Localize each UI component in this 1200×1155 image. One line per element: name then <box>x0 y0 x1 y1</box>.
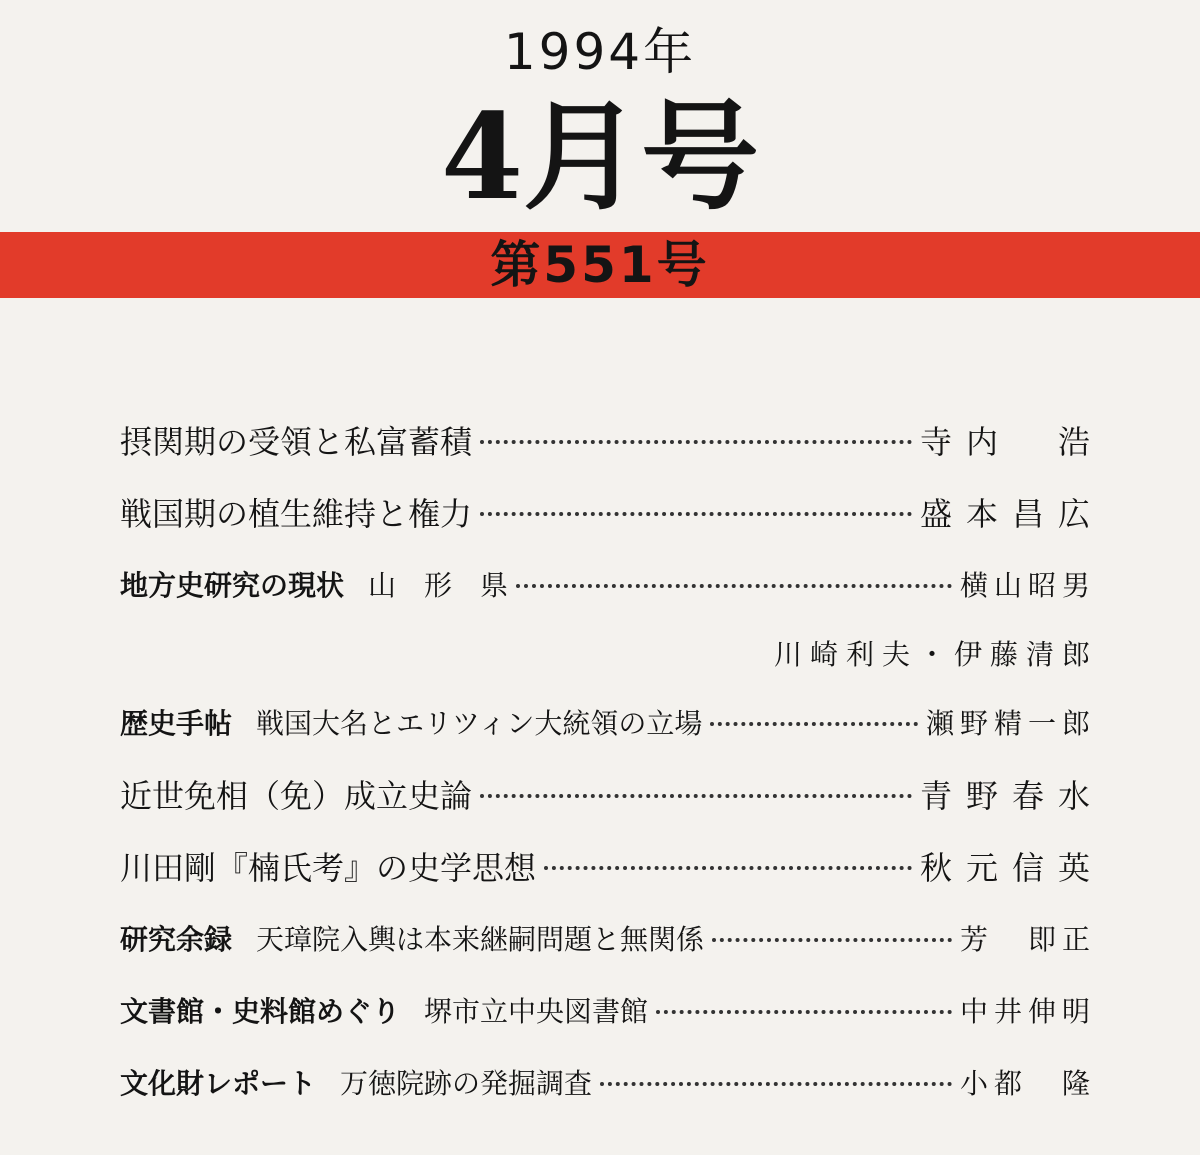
dot-leader <box>544 866 912 870</box>
issue-month: 4月号 <box>440 87 760 226</box>
toc-entry-author: 横山昭男 <box>959 569 1096 602</box>
toc-entry-title: 摂関期の受領と私富蓄積 <box>120 423 473 461</box>
dot-leader <box>516 584 952 588</box>
toc-entry-coauthors-text: 川崎利夫・伊藤清郎 <box>773 638 1098 671</box>
toc-entry-title: 山 形 県 <box>368 569 509 602</box>
toc-entry-title: 戦国期の植生維持と権力 <box>120 495 473 533</box>
issue-band <box>0 232 1200 298</box>
toc-entry[interactable] <box>120 974 1096 1046</box>
toc-entry-author: 芳 即正 <box>959 923 1096 956</box>
toc-entry-title: 天璋院入輿は本来継嗣問題と無関係 <box>256 923 705 956</box>
toc-entry-author: 中井伸明 <box>959 995 1096 1028</box>
toc-entry-author: 小都 隆 <box>959 1067 1096 1100</box>
toc-entry-title: 川田剛『楠氏考』の史学思想 <box>120 849 537 887</box>
issue-number: 第551号 <box>490 236 710 294</box>
toc-entry-title: 堺市立中央図書館 <box>424 995 649 1028</box>
toc-entry-title: 近世免相（免）成立史論 <box>120 777 473 815</box>
toc-entry[interactable] <box>120 476 1104 548</box>
toc-entry-title: 戦国大名とエリツィン大統領の立場 <box>256 707 703 740</box>
toc-entry-title: 万徳院跡の発掘調査 <box>340 1067 593 1100</box>
toc-entry-author: 秋元信英 <box>919 849 1104 887</box>
toc-section-label: 文化財レポート <box>120 1067 317 1100</box>
toc-section-label: 文書館・史料館めぐり <box>120 995 401 1028</box>
toc-entry-author: 青野春水 <box>919 777 1104 815</box>
toc-entry[interactable] <box>120 548 1096 620</box>
issue-year: 1994年 <box>503 23 697 81</box>
dot-leader <box>480 512 912 516</box>
dot-leader <box>656 1010 952 1014</box>
toc-entry-coauthors <box>120 620 1098 686</box>
table-of-contents <box>120 404 1104 1118</box>
toc-entry-author: 瀬野精一郎 <box>925 707 1096 740</box>
toc-entry[interactable] <box>120 902 1096 974</box>
dot-leader <box>480 440 912 444</box>
toc-entry[interactable] <box>120 686 1096 758</box>
dot-leader <box>710 722 918 726</box>
dot-leader <box>712 938 952 942</box>
toc-entry[interactable] <box>120 1046 1096 1118</box>
toc-entry[interactable] <box>120 758 1104 830</box>
toc-entry-author: 盛本昌広 <box>919 495 1104 533</box>
dot-leader <box>600 1082 952 1086</box>
toc-entry[interactable] <box>120 830 1104 902</box>
toc-section-label: 地方史研究の現状 <box>120 569 345 602</box>
toc-section-label: 歴史手帖 <box>120 707 233 740</box>
toc-section-label: 研究余録 <box>120 923 233 956</box>
dot-leader <box>480 794 912 798</box>
toc-entry[interactable] <box>120 404 1104 476</box>
toc-entry-author: 寺内 浩 <box>919 423 1104 461</box>
